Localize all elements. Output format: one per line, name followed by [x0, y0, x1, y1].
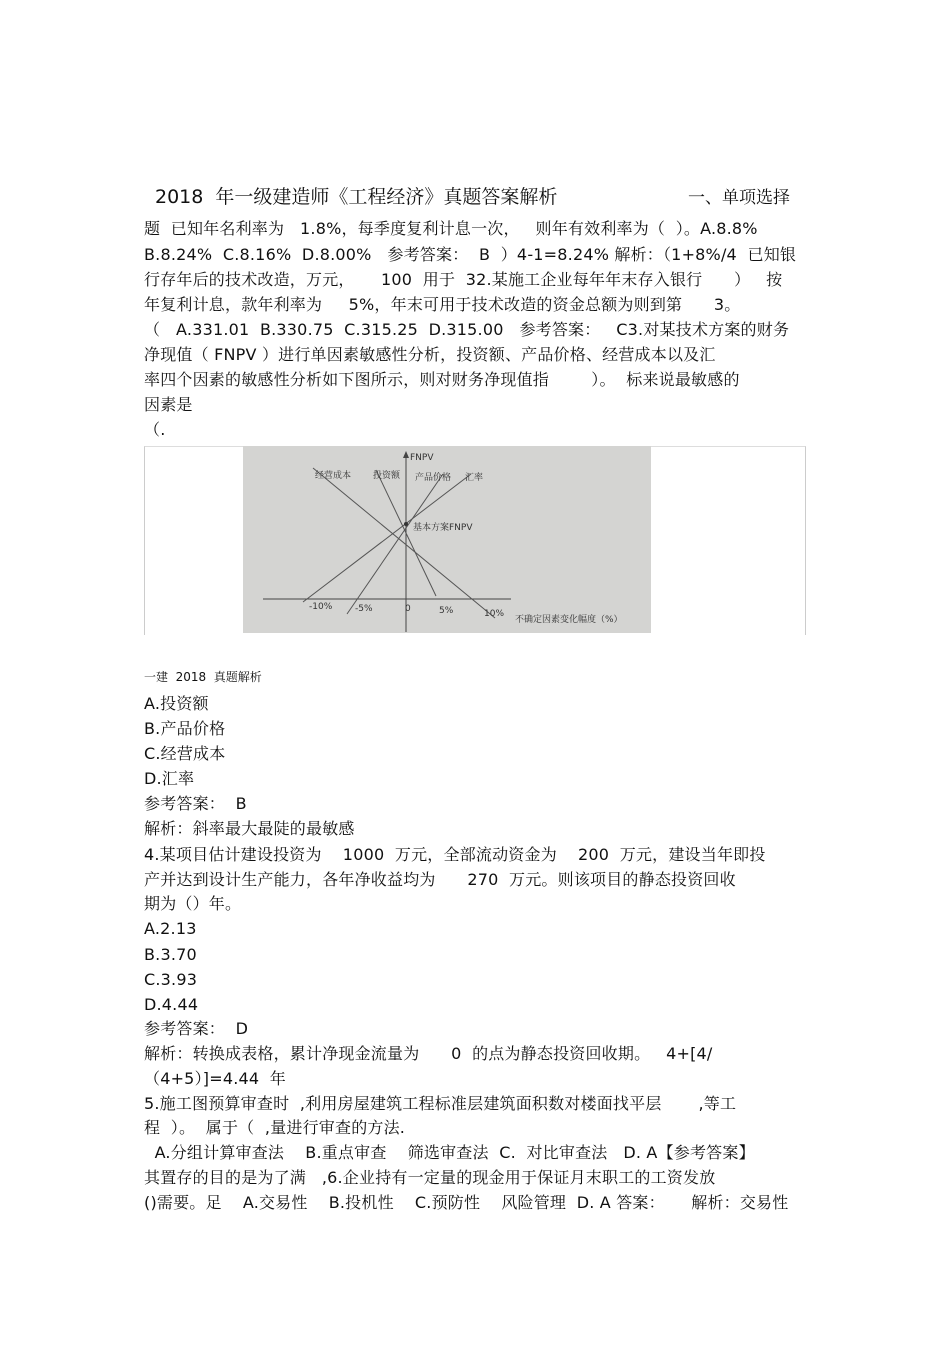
x-tick: -5% — [355, 604, 373, 614]
q3-option: A.投资额 — [144, 694, 209, 713]
label-investment: 投资额 — [373, 471, 401, 481]
figure-caption: 一建 2018 真题解析 — [144, 670, 262, 684]
q4-option: D.4.44 — [144, 995, 199, 1014]
q4-line: 产并达到设计生产能力，各年净收益均为 270 万元。则该项目的静态投资回收 — [144, 870, 736, 889]
q3-line: （. — [144, 420, 166, 439]
section-heading: 一、单项选择 — [688, 188, 790, 208]
q3-line: 净现值（ FNPV ）进行单因素敏感性分析，投资额、产品价格、经营成本以及汇 — [144, 345, 716, 364]
q1-line: 年复利计息，款年利率为 5%，年末可用于技术改造的资金总额为则到第 3。 — [144, 295, 741, 314]
x-axis-label: 不确定因素变化幅度（%） — [515, 615, 623, 625]
q3-answer: 参考答案： B — [144, 794, 247, 813]
label-exchange-rate: 汇率 — [465, 473, 484, 483]
q4-line: 期为（）年。 — [144, 894, 242, 913]
q6-line: ()需要。足 A.交易性 B.投机性 C.预防性 风险管理 D. A 答案： 解析：交易性 — [144, 1193, 789, 1212]
q5-line: 程 ）。 属于（ ,量进行审查的方法. — [144, 1118, 406, 1137]
x-tick: 10% — [484, 609, 505, 619]
base-point — [404, 522, 408, 526]
q5-line: 5.施工图预算审查时 ,利用房屋建筑工程标准层建筑面积数对楼面找平层 ,等工 — [144, 1094, 737, 1113]
q3-analysis: 解析：斜率最大最陡的最敏感 — [144, 819, 355, 838]
q4-analysis: 解析：转换成表格，累计净现金流量为 0 的点为静态投资回收期。 4+[4/ — [144, 1044, 713, 1063]
document-title: 2018 年一级建造师《工程经济》真题答案解析 — [155, 186, 558, 208]
q1-line: 行存年后的技术改造，万元， 100 用于 32.某施工企业每年年末存入银行 ） 按 — [144, 270, 783, 289]
base-scheme-label: 基本方案FNPV — [413, 523, 473, 533]
q1-line: 题 已知年名利率为 1.8%，每季度复利计息一次， 则年有效利率为（ ）。A.8.8% — [144, 219, 758, 238]
q4-analysis: （4+5）]=4.44 年 — [144, 1069, 287, 1088]
line-operating-cost — [313, 468, 495, 618]
q3-option: B.产品价格 — [144, 719, 226, 738]
q3-option: C.经营成本 — [144, 744, 226, 763]
label-product-price: 产品价格 — [415, 473, 452, 483]
q6-line: 其置存的目的是为了满 ,6.企业持有一定量的现金用于保证月末职工的工资发放 — [144, 1168, 716, 1187]
x-tick: 0 — [405, 604, 411, 614]
q3-line: 率四个因素的敏感性分析如下图所示，则对财务净现值指 ）。 标来说最敏感的 — [144, 370, 740, 389]
q2-line: （ A.331.01 B.330.75 C.315.25 D.315.00 参考答案： C3.对某技术方案的财务 — [144, 320, 790, 339]
sensitivity-figure — [243, 446, 651, 633]
q4-option: C.3.93 — [144, 970, 198, 989]
q1-line: B.8.24% C.8.16% D.8.00% 参考答案： B ）4-1=8.24% 解析：（1+8%/4 已知银 — [144, 245, 797, 264]
q4-answer: 参考答案： D — [144, 1019, 249, 1038]
line-product-price — [347, 474, 443, 614]
q4-line: 4.某项目估计建设投资为 1000 万元，全部流动资金为 200 万元，建设当年即投 — [144, 845, 766, 864]
label-operating-cost: 经营成本 — [315, 471, 352, 481]
q4-option: A.2.13 — [144, 919, 197, 938]
q5-options: A.分组计算审查法 B.重点审查 筛选审查法 C. 对比审查法 D. A【参考答案】 — [144, 1143, 755, 1162]
y-axis-label: FNPV — [410, 453, 434, 463]
q3-line: 因素是 — [144, 395, 193, 414]
q4-option: B.3.70 — [144, 945, 197, 964]
q3-option: D.汇率 — [144, 769, 195, 788]
x-tick: -10% — [309, 602, 333, 612]
x-tick: 5% — [439, 606, 454, 616]
y-axis-arrow-icon — [403, 451, 409, 458]
